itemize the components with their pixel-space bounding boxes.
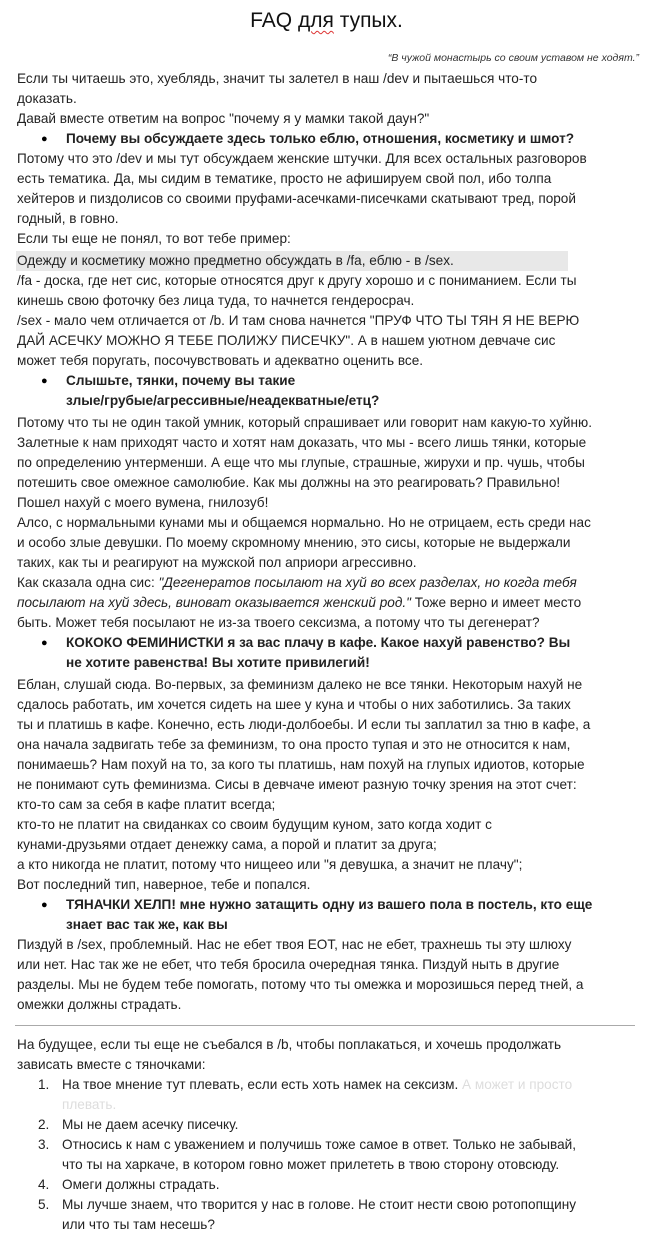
list-number: 4. (38, 1177, 50, 1192)
body-text-line: Как сказала одна сис: "Дегенератов посылают на хуй во всех разделах, но когда тебя (17, 575, 577, 590)
body-text-line: зависать вместе с тяночками: (17, 1057, 206, 1072)
list-number: 3. (38, 1137, 50, 1152)
list-item: Омеги должны страдать. (62, 1177, 220, 1192)
faq-question-line: злые/грубые/агрессивные/неадекватные/етц? (66, 393, 380, 408)
body-text-line: омежки должны страдать. (17, 997, 182, 1012)
faq-question-line: знает вас так же, как вы (66, 917, 228, 932)
faq-question-line: не хотите равенства! Вы хотите привилегий! (66, 655, 370, 670)
body-text-line: ДАЙ АСЕЧКУ МОЖНО Я ТЕБЕ ПОЛИЖУ ПИСЕЧКУ". А в нашем уютном девчаче сис (17, 333, 556, 348)
body-text-line: или нет. Нас так же не ебет, что тебя бросила очередная тянка. Пиздуй ныть в другие (17, 957, 560, 972)
list-item-continuation: плевать. (62, 1097, 117, 1112)
list-number: 5. (38, 1197, 50, 1212)
list-number: 1. (38, 1077, 50, 1092)
faded-text: А может и просто (458, 1077, 573, 1092)
body-text-line: Если ты читаешь это, хуеблядь, значит ты залетел в наш /dev и пытаешься что-то (17, 71, 538, 86)
body-text-line: а кто никогда не платит, потому что нищеео или "я девушка, а значит не плачу"; (17, 857, 523, 872)
body-text-line: быть. Может тебя посылают не из-за твоего сексизма, а потому что ты дегенерат? (17, 615, 540, 630)
bullet-icon: ● (41, 375, 48, 387)
bullet-icon: ● (41, 133, 48, 145)
body-text-line: Алсо, с нормальными кунами мы и общаемся нормально. Но не отрицаем, есть среди нас (17, 515, 591, 530)
body-text-line: она начала задвигать тебе за феминизм, то она просто тупая и это не относится к нам, (17, 737, 571, 752)
body-text-line: есть тематика. Да, мы сидим в тематике, просто не афишируем свой пол, ибо толпа (17, 171, 552, 186)
body-text-line: хейтеров и пиздолисов со своими пруфами-асечками-писечками скатывают тред, порой (17, 191, 576, 206)
body-text-line: кто-то сам за себя в кафе платит всегда; (17, 797, 276, 812)
list-item: На твое мнение тут плевать, если есть хоть намек на сексизм. А может и просто (62, 1077, 573, 1092)
body-text-line: Пиздуй в /sex, проблемный. Нас не ебет твоя ЕОТ, нас не ебет, трахнешь ты эту шлюху (17, 937, 572, 952)
list-item: Мы не даем асечку писечку. (62, 1117, 239, 1132)
body-text-line: кто-то не платит на свиданках со своим будущим куном, зато когда ходит с (17, 817, 492, 832)
list-item-continuation: что ты на харкаче, в котором говно может прилететь в твою сторону отовсюду. (62, 1157, 560, 1172)
body-text-line: может тебя поругать, посочувствовать и адекватно оценить все. (17, 353, 424, 368)
faq-question-line: ТЯНАЧКИ ХЕЛП! мне нужно затащить одну из вашего пола в постель, кто еще (66, 897, 593, 912)
body-text-line: по определению унтерменши. А еще что мы глупые, страшные, жирухи и пр. чушь, чтобы (17, 455, 585, 470)
list-item-continuation: или что ты там несешь? (62, 1217, 215, 1232)
body-text-line: На будущее, если ты еще не съебался в /b, чтобы поплакаться, и хочешь продолжать (17, 1037, 562, 1052)
body-text-line: таких, как ты и реагируют на мужской пол априори агрессивно. (17, 555, 417, 570)
body-text-line: посылают на хуй здесь, виноват оказывается женский род." Тоже верно и имеет место (17, 595, 582, 610)
body-text-line: Давай вместе ответим на вопрос "почему я у мамки такой даун?" (17, 111, 430, 126)
body-text-line: Потому что это /dev и мы тут обсуждаем женские штучки. Для всех остальных разговоров (17, 151, 587, 166)
list-number: 2. (38, 1117, 50, 1132)
body-text-line: разделы. Мы не будем тебе помогать, потому что ты омежка и морозишься перед тней, а (17, 977, 584, 992)
section-divider (15, 1025, 635, 1026)
body-text-line: /sex - мало чем отличается от /b. И там снова начнется "ПРУФ ЧТО ТЫ ТЯН Я НЕ ВЕРЮ (17, 313, 580, 328)
list-item: Относись к нам с уважением и получишь тоже самое в ответ. Только не забывай, (62, 1137, 577, 1152)
body-text-line: доказать. (17, 91, 77, 106)
list-item: Мы лучше знаем, что творится у нас в голове. Не стоит нести свою ротопопщину (62, 1197, 577, 1212)
body-text-line: потешить свое омежное самолюбие. Как мы должны на это реагировать? Правильно! (17, 475, 561, 490)
faq-question-line: Слышьте, тянки, почему вы такие (66, 373, 296, 388)
body-text-line: не понимают суть феминизма. Сисы в девчаче имеют разную точку зрения на этот счет: (17, 777, 577, 792)
epigraph: “В чужой монастырь со своим уставом не ходят.” (387, 52, 639, 64)
bullet-icon: ● (41, 899, 48, 911)
body-text-line: /fa - доска, где нет сис, которые относятся друг к другу хорошо и с пониманием. Если ты (17, 273, 577, 288)
body-text-line: и особо злые девушки. По моему скромному мнению, это сисы, которые не выдержали (17, 535, 571, 550)
body-text-line: ты и платишь в кафе. Конечно, есть люди-долбоебы. И если ты заплатил за тню в кафе, а (17, 717, 591, 732)
body-text-line: кинешь свою фоточку без лица туда, то начнется гендеросрач. (17, 293, 415, 308)
body-text-line: годный, в говно. (17, 211, 119, 226)
body-text-line: Залетные к нам приходят часто и хотят нам доказать, что мы - всего лишь тянки, которые (17, 435, 587, 450)
page-title: FAQ для тупых. (250, 9, 403, 32)
body-text-line: понимаешь? Нам похуй на то, за кого ты платишь, нам похуй на глупых идиотов, которые (17, 757, 585, 772)
faq-question-line: КОКОКО ФЕМИНИСТКИ я за вас плачу в кафе. Какое нахуй равенство? Вы (66, 635, 571, 650)
body-text-line: кунами-друзьями отдает денежку сама, а порой и платит за друга; (17, 837, 437, 852)
highlighted-example-line: Одежду и косметику можно предметно обсуждать в /fa, еблю - в /sex. (17, 253, 454, 268)
body-text-line: сдалось работать, им хочется сидеть на шее у куна и чтобы о них заботились. За таких (17, 697, 571, 712)
bullet-icon: ● (41, 637, 48, 649)
body-text-line: Если ты еще не понял, то вот тебе пример: (17, 231, 291, 246)
body-text-line: Еблан, слушай сюда. Во-первых, за феминизм далеко не все тянки. Некоторым нахуй не (17, 677, 583, 692)
body-text-line: Вот последний тип, наверное, тебе и попался. (17, 877, 311, 892)
faq-question-line: Почему вы обсуждаете здесь только еблю, отношения, косметику и шмот? (66, 131, 575, 146)
body-text-line: Пошел нахуй с моего вумена, гнилозуб! (17, 495, 269, 510)
body-text-line: Потому что ты не один такой умник, который спрашивает или говорит нам какую-то хуйню. (17, 415, 592, 430)
